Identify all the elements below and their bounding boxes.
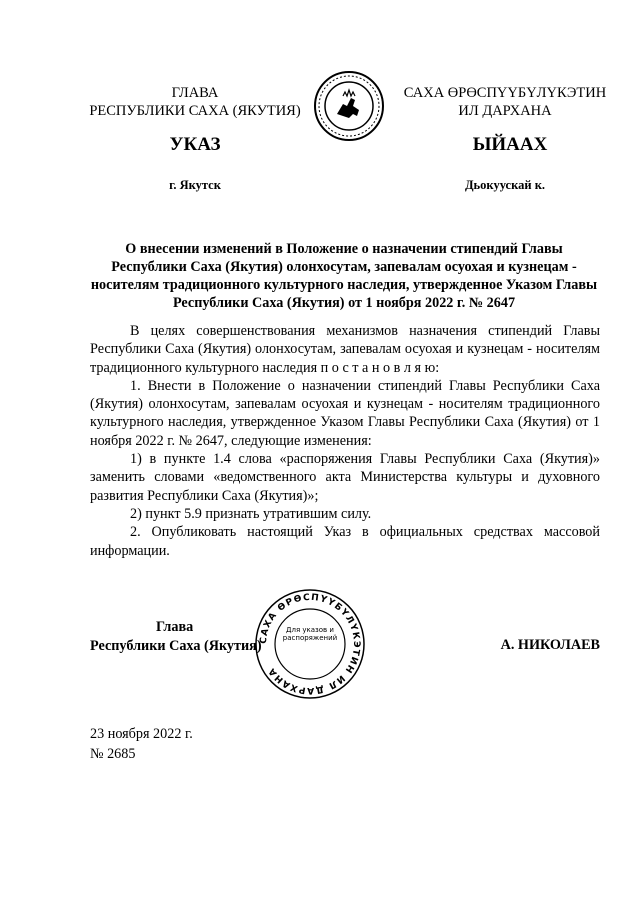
header-left-line1: ГЛАВА: [171, 85, 219, 101]
body-paragraph-subitem-1: 1) в пункте 1.4 слова «распоряжения Главы Республики Саха (Якутия)» заменить словами «ведомственного акта Министерства культуры и духовного развития Республики Саха (Якутия)»;: [90, 451, 600, 504]
body-paragraph-item-1: 1. Внести в Положение о назначении стипендий Главы Республики Саха (Якутия) олонхосутам, запевалам осуохая и кузнецам - носителям традиционного культурного наследия, утвержденное Указом Главы Республики Саха (Якутия) от 1 ноября 2022 г. № 2647, следующие изменения:: [90, 377, 600, 449]
body-paragraph-subitem-2: 2) пункт 5.9 признать утратившим силу.: [130, 505, 372, 522]
header-left: [80, 84, 310, 120]
header-right-line1: САХА ӨРӨСПҮҮБҮЛҮКЭТИН: [403, 85, 607, 101]
footer: [90, 724, 193, 764]
document-body: [90, 322, 600, 560]
footer-number: № 2685: [90, 746, 136, 762]
city-right: Дьокуускай к.: [464, 178, 546, 192]
signature-title: [90, 618, 290, 656]
footer-date: 23 ноября 2022 г.: [90, 726, 193, 742]
seal-outer-text: САХА ӨРӨСПҮҮБҮЛҮКЭТИН ИЛ ДАРХАНА: [258, 592, 362, 696]
signature-title-line2: Республики Саха (Якутия): [90, 638, 262, 654]
body-paragraph-preamble: В целях совершенствования механизмов назначения стипендий Главы Республики Саха (Якутия) олонхосутам, запевалам осуохая и кузнецам - носителям традиционного культурного наследия п о с т а н о в л я ю:: [90, 323, 600, 376]
header-right-line2: ИЛ ДАРХАНА: [458, 103, 552, 119]
coat-of-arms-icon: [313, 70, 385, 142]
header-left-line2: РЕСПУБЛИКИ САХА (ЯКУТИЯ): [89, 103, 301, 119]
signature-name: А. НИКОЛАЕВ: [500, 637, 600, 653]
doc-type-left: УКАЗ: [169, 134, 221, 155]
header-right: [395, 84, 615, 120]
doc-type-right: ЫЙААХ: [472, 134, 548, 155]
seal-inner-text: Для указов и распоряжений: [282, 626, 338, 642]
body-paragraph-item-2: 2. Опубликовать настоящий Указ в официальных средствах массовой информации.: [90, 524, 600, 559]
city-left: г. Якутск: [169, 178, 221, 192]
document-title: О внесении изменений в Положение о назначении стипендий Главы Республики Саха (Якутия) олонхосутам, запевалам осуохая и кузнецам - носителям традиционного культурного наследия, утвержденное Указом Главы Республики Саха (Якутия) от 1 ноября 2022 г. № 2647: [90, 241, 598, 311]
signature-title-line1: Глава: [156, 619, 194, 635]
